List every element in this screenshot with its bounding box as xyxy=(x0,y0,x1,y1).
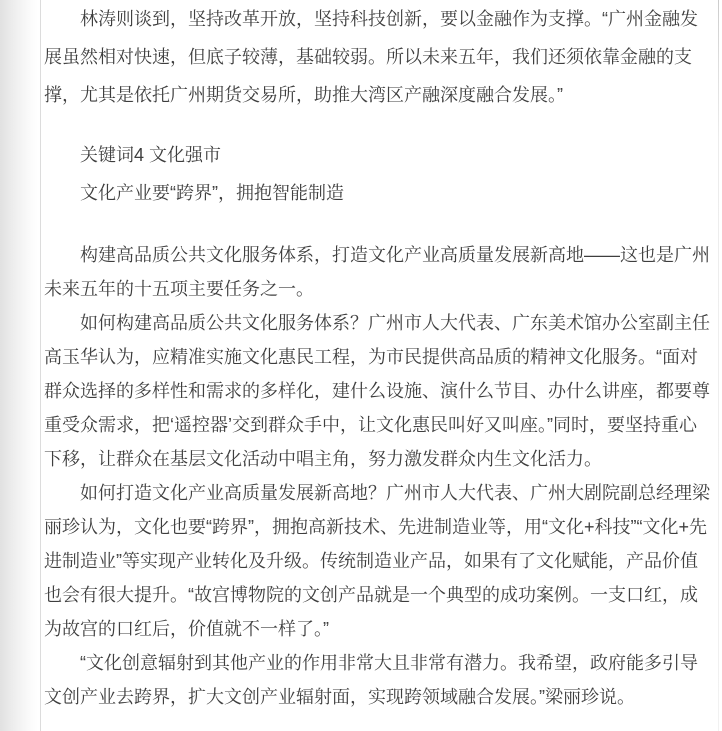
paragraph-lintao-finance: 林涛则谈到，坚持改革开放，坚持科技创新，要以金融作为支撑。“广州金融发展虽然相对快速，但底子较薄，基础较弱。所以未来五年，我们还须依靠金融的支撑，尤其是依托广州期货交易所，助推大湾区产融深度融合发展。” xyxy=(44,9,698,105)
paragraph-public-culture-service: 如何构建高品质公共文化服务体系？广州市人大代表、广东美术馆办公室副主任高玉华认为，应精准实施文化惠民工程，为市民提供高品质的精神文化服务。“面对群众选择的多样性和需求的多样化，建什么设施、演什么节目、办什么讲座，都要尊重受众需求，把‘遥控器’交到群众手中，让文化惠民叫好又叫座。”同时，要坚持重心下移，让群众在基层文化活动中唱主角，努力激发群众内生文化活力。 xyxy=(44,313,710,469)
keyword-subheading: 文化产业要“跨界”，拥抱智能制造 xyxy=(80,183,344,203)
paragraph-liang-lizhen-quote: “文化创意辐射到其他产业的作用非常大且非常有潜力。我希望，政府能多引导文创产业去跨界，扩大文创产业辐射面，实现跨领域融合发展。”梁丽珍说。 xyxy=(44,653,698,707)
article-body xyxy=(44,0,714,714)
paragraph-culture-task: 构建高品质公共文化服务体系，打造文化产业高质量发展新高地——这也是广州未来五年的十五项主要任务之一。 xyxy=(44,245,710,299)
right-divider-line xyxy=(718,0,719,731)
page-edge-shadow xyxy=(0,0,38,731)
keyword-heading: 关键词4 文化强市 xyxy=(80,145,222,165)
paragraph-culture-crossover: 如何打造文化产业高质量发展新高地？广州市人大代表、广州大剧院副总经理梁丽珍认为，文化也要“跨界”，拥抱高新技术、先进制造业等，用“文化+科技”“文化+先进制造业”等实现产业转化及升级。传统制造业产品，如果有了文化赋能，产品价值也会有很大提升。“故宫博物院的文创产品就是一个典型的成功案例。一支口红，成为故宫的口红后，价值就不一样了。” xyxy=(44,483,710,639)
left-divider-line xyxy=(40,0,41,731)
